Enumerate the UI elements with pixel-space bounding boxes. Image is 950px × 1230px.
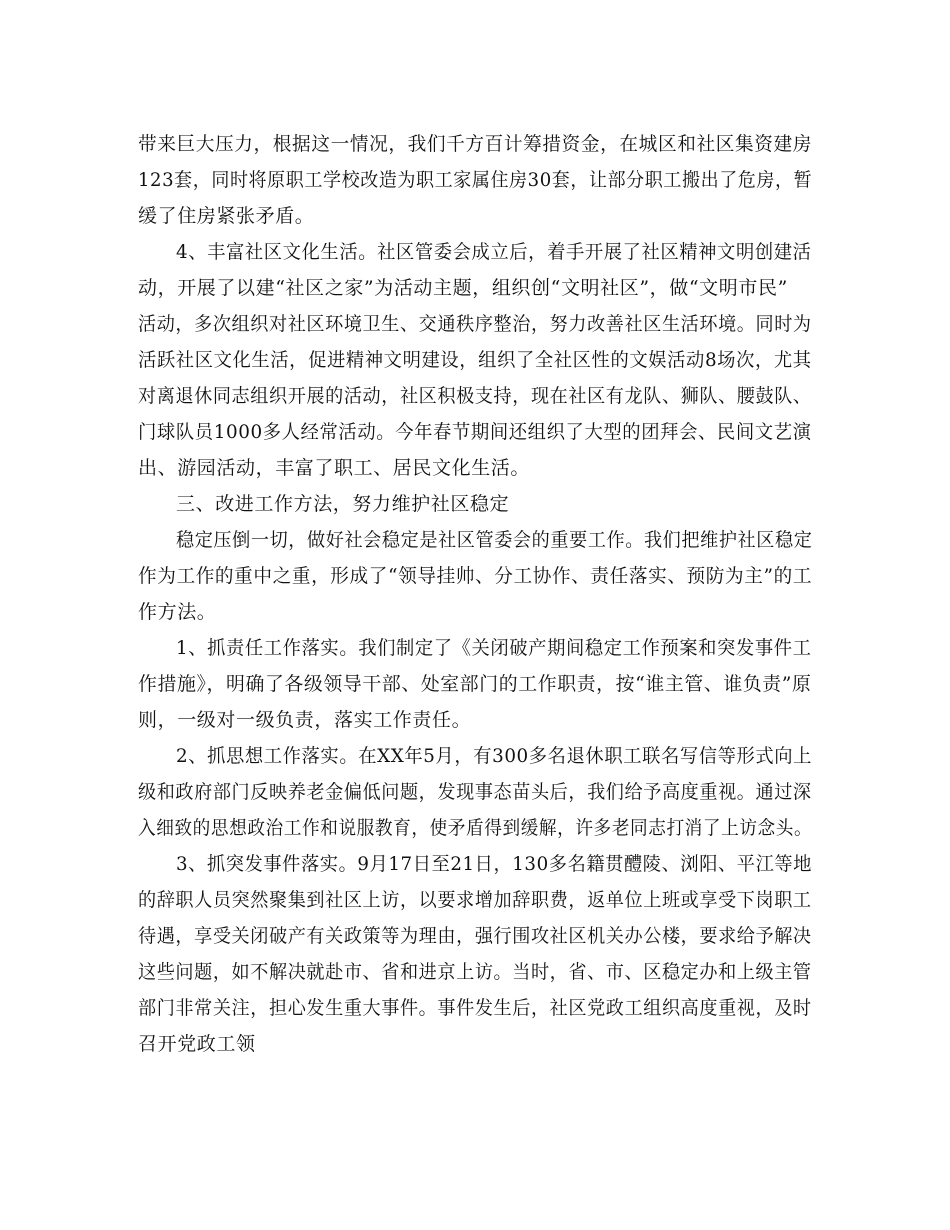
text-line: 作措施》，明确了各级领导干部、处室部门的工作职责，按“谁主管、谁负责”原: [138, 673, 812, 695]
text-line: 3、抓突发事件落实。9月17日至21日，130多名籍贯醴陵、浏阳、平江等地: [176, 853, 813, 875]
text-line: 带来巨大压力，根据这一情况，我们千方百计筹措资金，在城区和社区集资建房: [138, 133, 813, 155]
text-line: 1、抓责任工作落实。我们制定了《关闭破产期间稳定工作预案和突发事件工: [176, 637, 812, 659]
section-heading: 三、改进工作方法，努力维护社区稳定: [176, 493, 510, 515]
text-line: 活动，多次组织对社区环境卫生、交通秩序整治，努力改善社区生活环境。同时为: [138, 313, 812, 335]
text-line: 缓了住房紧张矛盾。: [138, 205, 315, 227]
text-line: 入细致的思想政治工作和说服教育，使矛盾得到缓解，许多老同志打消了上访念头。: [138, 817, 813, 839]
text-line: 2、抓思想工作落实。在XX年5月，有300多名退休职工联名写信等形式向上: [176, 745, 813, 767]
text-line: 123套，同时将原职工学校改造为职工家属住房30套，让部分职工搬出了危房，暂: [138, 169, 813, 191]
text-line: 出、游园活动，丰富了职工、居民文化生活。: [138, 457, 531, 479]
text-line: 稳定压倒一切，做好社会稳定是社区管委会的重要工作。我们把维护社区稳定: [176, 529, 813, 551]
text-line: 活跃社区文化生活，促进精神文明建设，组织了全社区性的文娱活动8场次，尤其: [138, 349, 812, 371]
text-line: 作方法。: [138, 601, 217, 623]
text-line: 动，开展了以建“社区之家”为活动主题，组织创“文明社区”，做“文明市民”: [138, 277, 788, 299]
text-line: 作为工作的重中之重，形成了“领导挂帅、分工协作、责任落实、预防为主”的工: [138, 565, 813, 587]
text-line: 部门非常关注，担心发生重大事件。事件发生后，社区党政工组织高度重视，及时: [138, 997, 812, 1019]
text-line: 这些问题，如不解决就赴市、省和进京上访。当时，省、市、区稳定办和上级主管: [138, 961, 812, 983]
text-line: 4、丰富社区文化生活。社区管委会成立后，着手开展了社区精神文明创建活: [176, 241, 812, 263]
text-line: 级和政府部门反映养老金偏低问题，发现事态苗头后，我们给予高度重视。通过深: [138, 781, 812, 803]
text-line: 则，一级对一级负责，落实工作责任。: [138, 709, 472, 731]
text-line: 的辞职人员突然聚集到社区上访，以要求增加辞职费，返单位上班或享受下岗职工: [138, 889, 812, 911]
text-line: 对离退休同志组织开展的活动，社区积极支持，现在社区有龙队、狮队、腰鼓队、: [138, 385, 812, 407]
text-line: 门球队员1000多人经常活动。今年春节期间还组织了大型的团拜会、民间文艺演: [138, 421, 812, 443]
text-line: 召开党政工领: [138, 1033, 256, 1055]
text-line: 待遇，享受关闭破产有关政策等为理由，强行围攻社区机关办公楼，要求给予解决: [138, 925, 812, 947]
